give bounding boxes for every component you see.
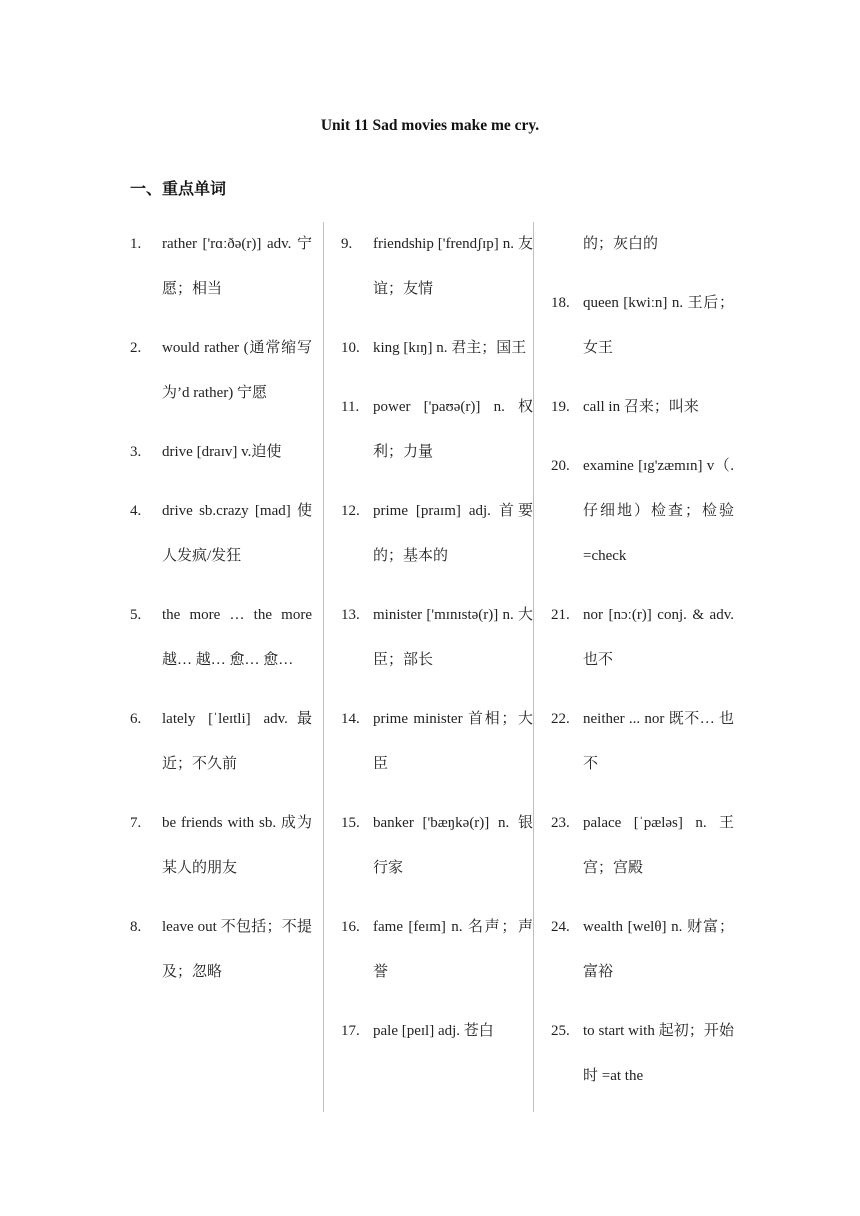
vocab-item <box>324 1009 533 1054</box>
section-heading: 一、重点单词 <box>130 179 227 198</box>
vocab-item <box>324 489 533 579</box>
vocab-item <box>534 593 734 683</box>
item-text: leave out 不包括；不提及；忽略 <box>162 919 312 980</box>
item-text: banker ['bæŋkə(r)] n. 银行家 <box>373 815 533 876</box>
vocab-item <box>324 385 533 475</box>
item-text: would rather (通常缩写为’d rather) 宁愿 <box>162 340 312 401</box>
item-number: 3. <box>130 444 142 460</box>
vocab-item <box>130 489 312 579</box>
item-number: 4. <box>130 503 142 519</box>
item-text: to start with 起初；开始时 =at the <box>583 1023 734 1084</box>
item-number: 5. <box>130 607 142 623</box>
vocab-item <box>534 281 734 371</box>
vocab-item <box>130 905 312 995</box>
item-text: call in 召来；叫来 <box>583 399 699 415</box>
item-number: 1. <box>130 236 142 252</box>
item-text: be friends with sb. 成为某人的朋友 <box>162 815 312 876</box>
item-text: fame [feɪm] n. 名声；声誉 <box>373 919 533 980</box>
vocab-column-2 <box>323 222 533 1112</box>
item-number: 6. <box>130 711 142 727</box>
item-text: queen [kwiːn] n. 王后；女王 <box>583 295 734 356</box>
vocab-item <box>534 444 734 579</box>
item-text: prime minister 首相；大臣 <box>373 711 533 772</box>
item-text: king [kɪŋ] n. 君主；国王 <box>373 340 527 356</box>
vocab-column-1 <box>130 222 312 1112</box>
item-text: drive sb.crazy [mad] 使人发疯/发狂 <box>162 503 312 564</box>
item-number: 19. <box>551 399 570 415</box>
vocab-column-3 <box>533 222 734 1112</box>
vocab-item <box>130 697 312 787</box>
vocab-item <box>130 430 312 475</box>
vocab-item <box>534 697 734 787</box>
item-number: 13. <box>341 607 360 623</box>
item-number: 22. <box>551 711 570 727</box>
item-number: 20. <box>551 458 570 474</box>
item-number: 12. <box>341 503 360 519</box>
item-text: rather ['rɑːðə(r)] adv. 宁愿；相当 <box>162 236 312 297</box>
vocab-item <box>130 801 312 891</box>
item-text: pale [peɪl] adj. 苍白 <box>373 1023 494 1039</box>
item-number: 2. <box>130 340 142 356</box>
item-text: examine [ɪg'zæmɪn] v（.仔细地）检查；检验=check <box>583 458 734 564</box>
item-text: friendship ['frendʃɪp] n. 友谊；友情 <box>373 236 533 297</box>
vocab-item <box>130 593 312 683</box>
item-number: 8. <box>130 919 142 935</box>
item-number: 14. <box>341 711 360 727</box>
item-number: 23. <box>551 815 570 831</box>
item-number: 7. <box>130 815 142 831</box>
vocab-item <box>324 326 533 371</box>
item-text: wealth [welθ] n. 财富；富裕 <box>583 919 734 980</box>
item-number: 9. <box>341 236 353 252</box>
item-text: nor [nɔː(r)] conj. & adv. 也不 <box>583 607 734 668</box>
vocab-item <box>534 801 734 891</box>
item-text: minister ['mɪnɪstə(r)] n. 大臣；部长 <box>373 607 533 668</box>
vocab-item <box>534 1009 734 1099</box>
vocab-item <box>130 326 312 416</box>
vocab-item <box>534 905 734 995</box>
vocab-item <box>324 222 533 312</box>
item-text: neither ... nor 既不… 也不 <box>583 711 734 772</box>
item-text: drive [draɪv] v.迫使 <box>162 444 282 460</box>
continued-text: 的；灰白的 <box>583 236 659 252</box>
vocab-item <box>324 697 533 787</box>
vocab-item <box>534 385 734 430</box>
item-text: the more … the more 越… 越… 愈… 愈… <box>162 607 312 668</box>
item-number: 15. <box>341 815 360 831</box>
item-number: 24. <box>551 919 570 935</box>
item-text: power ['paʊə(r)] n. 权利；力量 <box>373 399 533 460</box>
item-number: 21. <box>551 607 570 623</box>
item-text: palace [ˈpæləs] n. 王宫；宫殿 <box>583 815 734 876</box>
vocab-item <box>324 593 533 683</box>
document-title: Unit 11 Sad movies make me cry. <box>320 117 540 134</box>
item-number: 17. <box>341 1023 360 1039</box>
item-text: lately [ˈleɪtli] adv.最近；不久前 <box>162 711 312 772</box>
item-number: 18. <box>551 295 570 311</box>
item-number: 11. <box>341 399 360 415</box>
item-number: 25. <box>551 1023 570 1039</box>
vocab-item <box>324 905 533 995</box>
item-number: 10. <box>341 340 360 356</box>
vocab-item <box>130 222 312 312</box>
item-text: prime [praɪm] adj. 首要的；基本的 <box>373 503 533 564</box>
vocab-item <box>324 801 533 891</box>
item-number: 16. <box>341 919 360 935</box>
